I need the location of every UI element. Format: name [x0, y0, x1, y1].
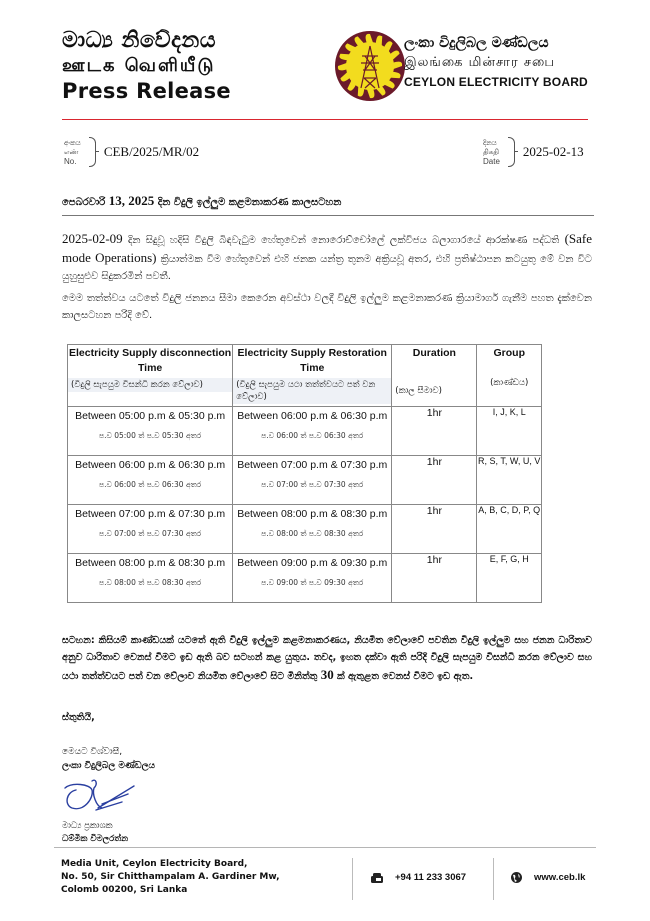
body-paragraph-2: මෙම තත්ත්වය යටතේ විදුලි ජනනය සීමා කෙරෙන අවස්ථා වලදී විදුලි ඉල්ලුම කළමනාකරණ ක්‍රියාමාර්ග ගැනීම පහත දැක්වෙන කාලසටහන පරිදි වේ. [62, 293, 592, 321]
restoration-time-cell [233, 505, 392, 554]
header-disconnection-si: (විදුලි සැපයුම විසන්ධි කරන වේලාව) [68, 378, 232, 392]
header-divider [62, 119, 588, 120]
header-duration-si: (කාල සීමාව) [395, 386, 442, 396]
disconnection-time-en: Between 06:00 p.m & 06:30 p.m [75, 459, 226, 471]
p1-text-b: ක්‍රියාත්මක වීම හේතුවෙන් එහි ජනක යන්ත්‍ර තුනම අක්‍රියවූ අතර, එහි ප්‍රතිෂ්ඨාපන කටයුතු මේ වන විට යුහුසුළුව සිදුකරමින් පවතී. [62, 254, 592, 282]
group-cell: E, F, G, H [477, 554, 542, 603]
reference-number [64, 137, 199, 167]
disconnection-time-si: ප.ව 07:00 ත් ප.ව 07:30 අතර [99, 529, 202, 538]
table-row [68, 505, 542, 554]
disconnection-time-en: Between 07:00 p.m & 07:30 p.m [75, 508, 226, 520]
table-row [68, 456, 542, 505]
header-restoration-en: Electricity Supply Restoration Time [237, 347, 387, 374]
brace-icon [508, 137, 515, 167]
disconnection-time-si: ප.ව 06:00 ත් ප.ව 06:30 අතර [99, 480, 202, 489]
duration-cell: 1hr [392, 505, 477, 554]
restoration-time-en: Between 06:00 p.m & 06:30 p.m [237, 410, 388, 422]
header-restoration-si: (විදුලි සැපයුම යථා තත්ත්වයට පත් වන වේලාව) [233, 378, 391, 404]
press-release-title [62, 28, 231, 104]
header-restoration [233, 345, 392, 407]
org-name-english: CEYLON ELECTRICITY BOARD [404, 75, 588, 89]
p1-latin: (Safe mode Operations) [62, 231, 592, 265]
title-sinhala: මාධ්‍ය නිවේදනය [62, 28, 217, 53]
header-duration [392, 345, 477, 407]
disconnection-time-en: Between 05:00 p.m & 05:30 p.m [75, 410, 226, 422]
subject-heading [62, 193, 594, 216]
website-link[interactable]: www.ceb.lk [534, 872, 586, 883]
restoration-time-cell [233, 554, 392, 603]
header-group [477, 345, 542, 407]
yours-faithfully: මෙයට විශ්වාසී, [62, 747, 123, 757]
restoration-time-si: ප.ව 06:00 ත් ප.ව 06:30 අතර [261, 431, 364, 440]
signature-image [62, 778, 137, 818]
header-group-en: Group [493, 347, 525, 359]
restoration-time-en: Between 08:00 p.m & 08:30 p.m [237, 508, 388, 520]
thanks-text: ස්තුතියි, [62, 712, 95, 723]
footer-separator [352, 858, 353, 900]
address-line-2: No. 50, Sir Chitthampalam A. Gardiner Mw, [61, 872, 280, 882]
header-disconnection-en: Electricity Supply disconnection Time [69, 347, 232, 374]
phone-icon [371, 873, 383, 883]
footer-phone[interactable] [371, 872, 466, 883]
ref-label-en: No. [64, 156, 77, 166]
title-tamil: ஊடக வெளியீடு [62, 55, 216, 76]
note-paragraph [62, 632, 592, 685]
ref-label-ta: எண் [64, 148, 79, 156]
note-minutes: 30 [320, 667, 334, 682]
globe-icon [511, 872, 522, 883]
group-cell: R, S, T, W, U, V [477, 456, 542, 505]
address-line-3: Colomb 00200, Sri Lanka [61, 885, 188, 895]
disconnection-time-si: ප.ව 08:00 ත් ප.ව 08:30 අතර [99, 578, 202, 587]
disconnection-time-en: Between 08:00 p.m & 08:30 p.m [75, 557, 226, 569]
note-text-b: ක් ඇතුළත වෙනස් වීමට ඉඩ ඇත. [333, 671, 474, 682]
restoration-time-si: ප.ව 07:00 ත් ප.ව 07:30 අතර [261, 480, 364, 489]
subject-prefix: පෙබරවාරි [62, 197, 109, 208]
table-row [68, 554, 542, 603]
signer-title: මාධ්‍ය ප්‍රකාශක [62, 821, 113, 831]
brace-icon [89, 137, 96, 167]
date-value: 2025-02-13 [522, 144, 584, 159]
ref-label-si: අංකය [64, 139, 81, 147]
header-disconnection [68, 345, 233, 407]
restoration-time-si: ප.ව 09:00 ත් ප.ව 09:30 අතර [261, 578, 364, 587]
body-paragraph-1 [62, 230, 592, 285]
footer-address [61, 858, 280, 897]
restoration-time-si: ප.ව 08:00 ත් ප.ව 08:30 අතර [261, 529, 364, 538]
closing-block [62, 745, 155, 773]
group-cell: I, J, K, L [477, 407, 542, 456]
ceb-logo [334, 30, 406, 102]
subject-suffix: දින විදුලි ඉල්ලුම කළමනාකරණ කාලසටහන [154, 197, 342, 208]
signer-name: ධම්මික විමලරත්න [62, 834, 129, 844]
schedule-table [67, 344, 542, 603]
signer-block [62, 820, 128, 846]
title-english: Press Release [62, 79, 231, 103]
duration-cell: 1hr [392, 456, 477, 505]
p1-text-a: දින සිදුවූ හදිසි විදුලි බිඳවැටුම හේතුවෙන් නොරොච්චෝලේ ලක්විජය බලාගාරයේ ආරක්ෂණ පද්ධති [122, 235, 565, 246]
header-duration-en: Duration [412, 347, 456, 359]
closing-org: ලංකා විදුලිබල මණ්ඩලය [62, 761, 155, 771]
date-label-si: දිනය [483, 139, 497, 147]
table-header-row [68, 345, 542, 407]
footer-separator [493, 858, 494, 900]
header-group-si: (කාණ්ඩය) [490, 378, 529, 388]
footer-website[interactable] [511, 872, 585, 883]
restoration-time-cell [233, 456, 392, 505]
disconnection-time-cell [68, 554, 233, 603]
duration-cell: 1hr [392, 554, 477, 603]
incident-date: 2025-02-09 [62, 231, 123, 246]
org-name-sinhala: ලංකා විදුලිබල මණ්ඩලය [404, 35, 549, 51]
reference-date [483, 137, 584, 167]
address-line-1: Media Unit, Ceylon Electricity Board, [61, 859, 248, 869]
restoration-time-cell [233, 407, 392, 456]
subject-date: 13, 2025 [108, 193, 155, 208]
group-cell: A, B, C, D, P, Q [477, 505, 542, 554]
restoration-time-en: Between 07:00 p.m & 07:30 p.m [237, 459, 388, 471]
disconnection-time-cell [68, 456, 233, 505]
date-label-en: Date [483, 156, 500, 166]
phone-number: +94 11 233 3067 [395, 872, 467, 883]
note-text-a: සටහන: කිසියම් කාණ්ඩයක් යටතේ ඇති විදුලි ඉල්ලුම කළමනාකරණය, නියමිත වේලාවේ පවතින විදුලි ඉල්ලුම සහ ජනන ධාරිතාව අනුව ධාරිතාව වෙනස් වීමට ඉඩ ඇති බව සටහන් කළ යුතුය. තවද, ඉහත දක්වා ඇති පරිදි විදුලි සැපයුම විසන්ධි කරන වේලාව සහ යථා තත්ත්වයට පත් වන වේලාව නියමිත වේලාවේ සිට මිනිත්තු [62, 635, 592, 682]
org-name-tamil: இலங்கை மின்சார சபை [404, 55, 555, 70]
disconnection-time-si: ප.ව 05:00 ත් ප.ව 05:30 අතර [99, 431, 202, 440]
duration-cell: 1hr [392, 407, 477, 456]
date-label-ta: திகதி [483, 148, 499, 156]
footer-divider [54, 847, 596, 848]
table-row [68, 407, 542, 456]
restoration-time-en: Between 09:00 p.m & 09:30 p.m [237, 557, 388, 569]
disconnection-time-cell [68, 407, 233, 456]
disconnection-time-cell [68, 505, 233, 554]
ref-value: CEB/2025/MR/02 [103, 144, 200, 159]
organization-name [404, 33, 588, 91]
